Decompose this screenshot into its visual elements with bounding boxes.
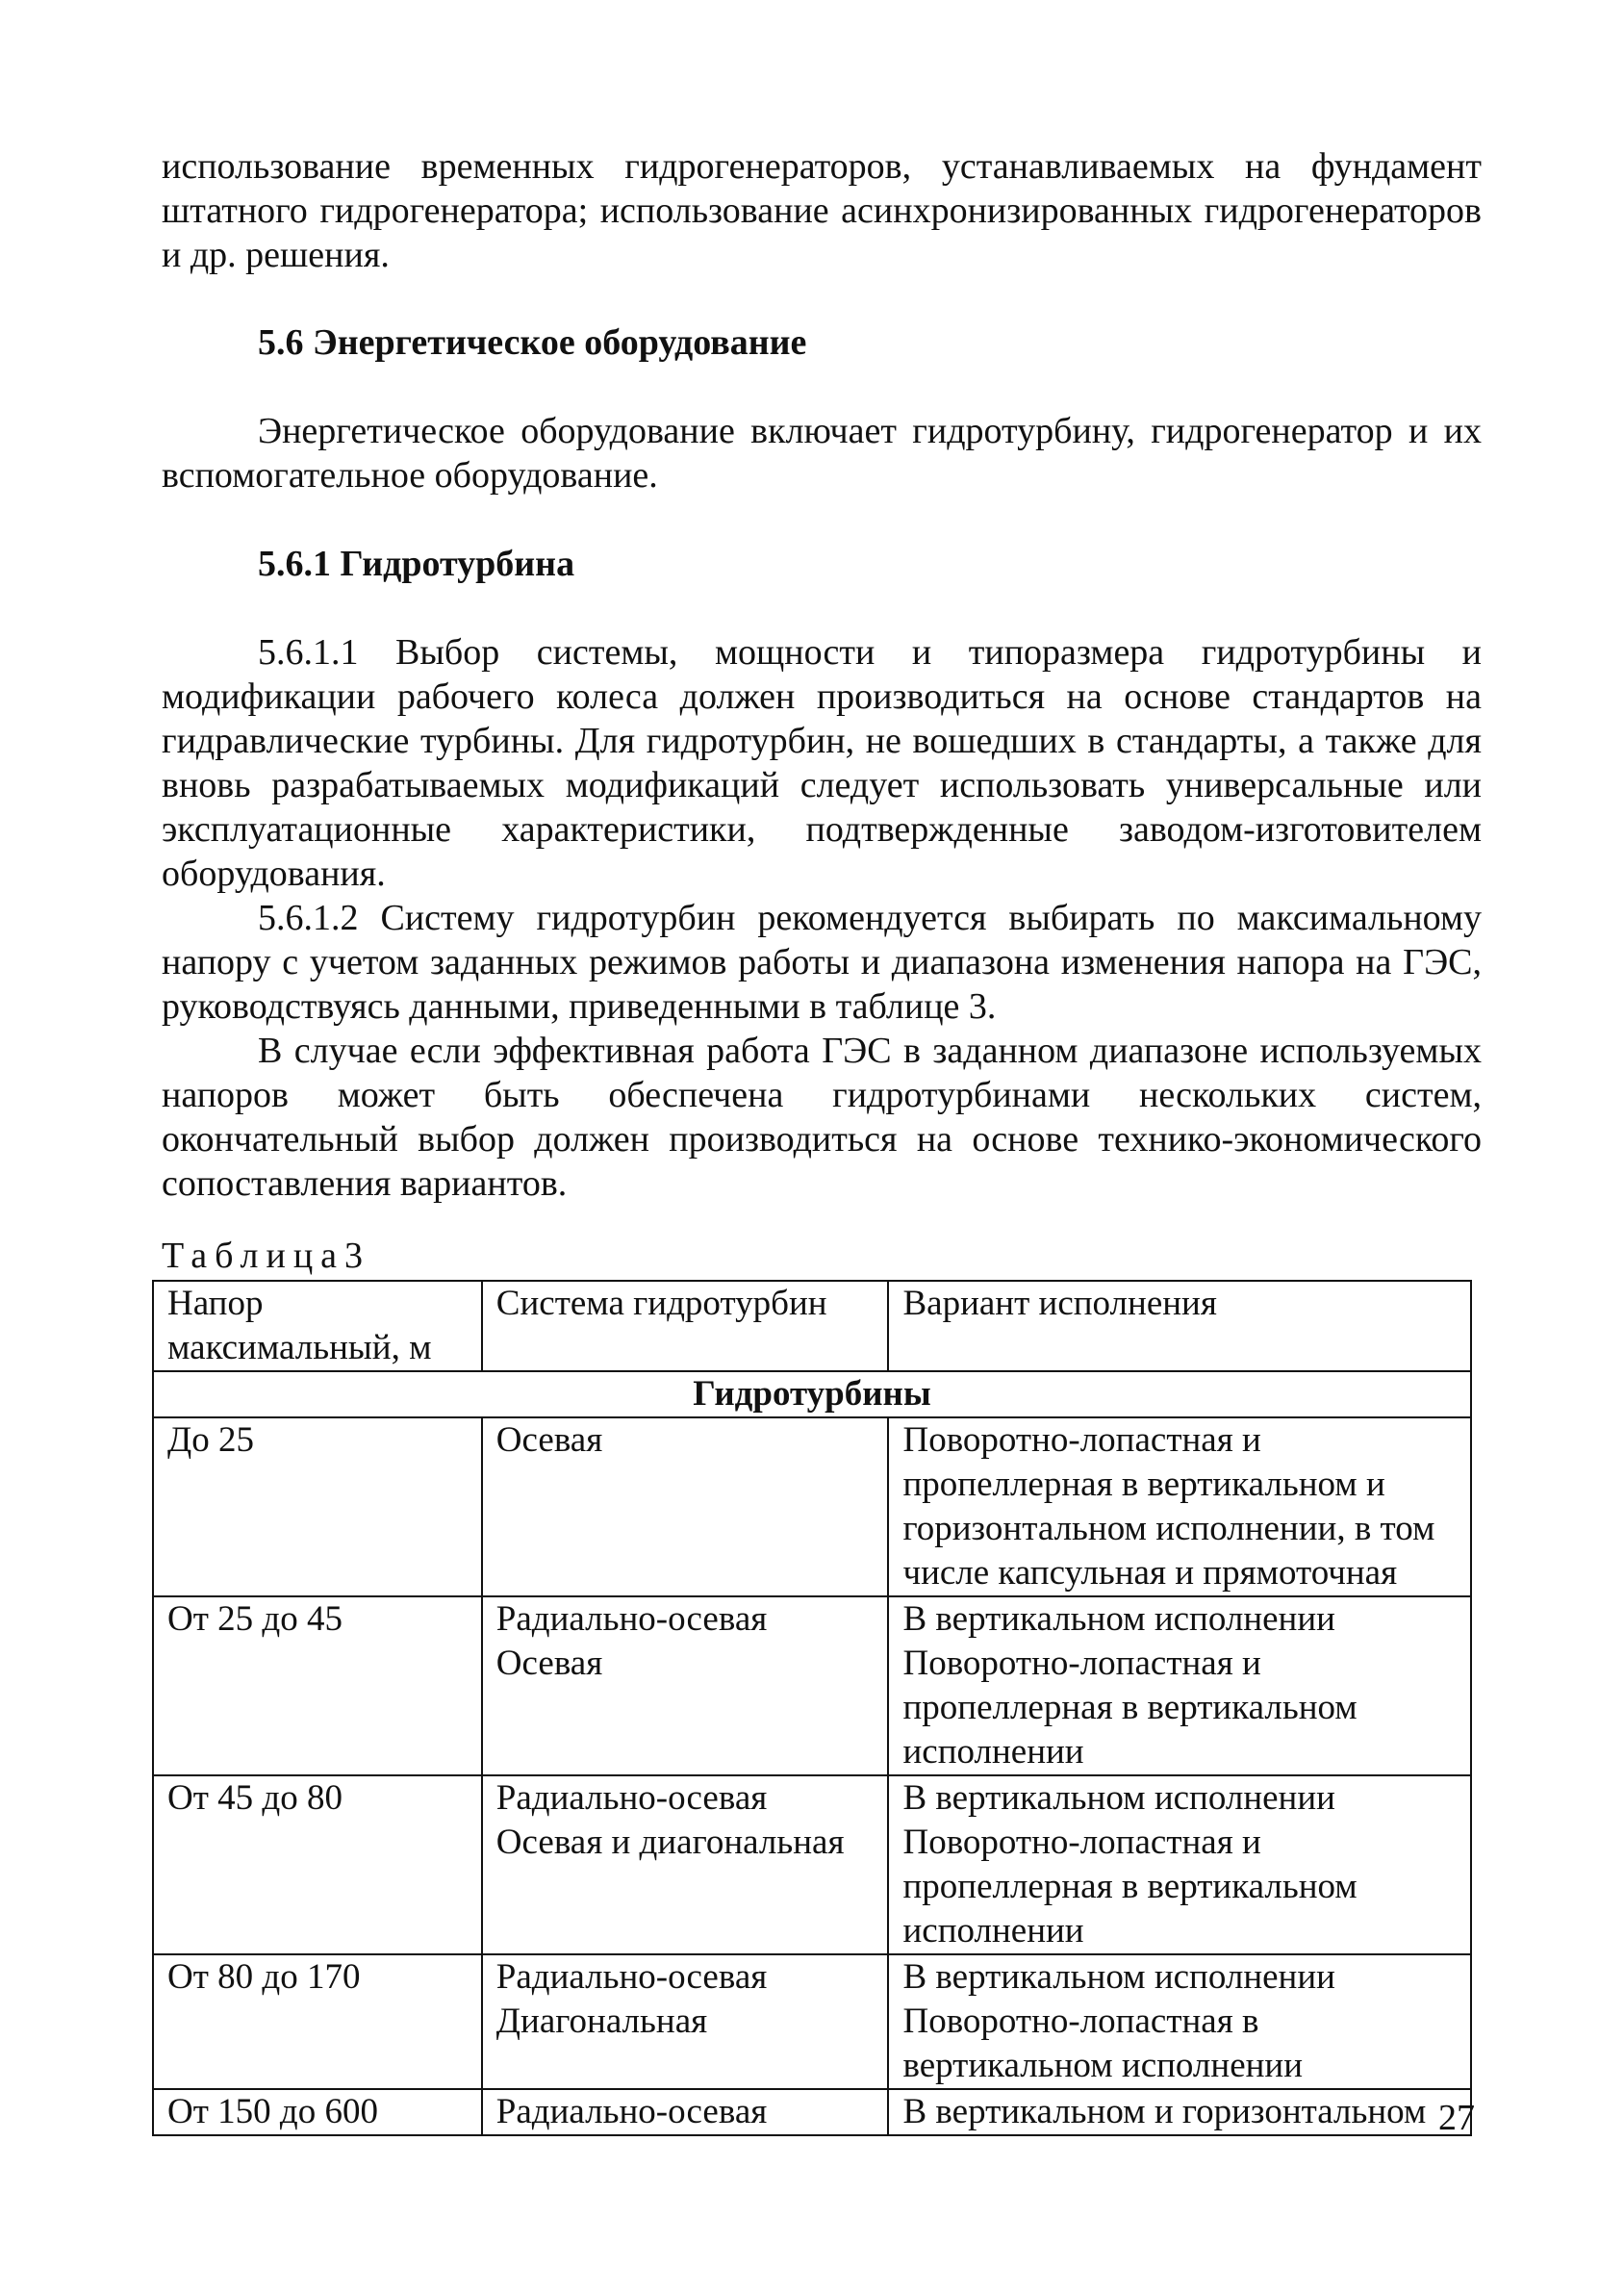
variant-line: В вертикальном исполнении bbox=[902, 1599, 1335, 1639]
intro-paragraph: использование временных гидрогенераторов, устанавливаемых на фундамент штатного гидрогенератора; использование асинхронизированных гидрогенераторов и др. решения. bbox=[162, 146, 1482, 275]
variant-line: В вертикальном исполнении bbox=[902, 1778, 1335, 1818]
section-5-6-paragraph-block bbox=[162, 409, 1482, 497]
cell-max-head: До 25 bbox=[153, 1417, 482, 1596]
section-5-6-heading: 5.6 Энергетическое оборудование bbox=[258, 322, 807, 363]
table-group-row bbox=[153, 1371, 1471, 1417]
turbine-selection-table bbox=[152, 1280, 1472, 2136]
system-line: Радиально-осевая bbox=[495, 1599, 768, 1639]
cell-turbine-system bbox=[482, 1596, 889, 1775]
paragraph-choice-note: В случае если эффективная работа ГЭС в заданном диапазоне используемых напоров может быть обеспечена гидротурбинами нескольких систем, окончательный выбор должен производиться на основе технико-экономического сопоставления вариантов. bbox=[162, 1031, 1482, 1204]
variant-line: Поворотно-лопастная и пропеллерная в вертикальном исполнении bbox=[902, 1823, 1358, 1951]
system-line: Радиально-осевая bbox=[495, 2092, 768, 2131]
group-label-turbines: Гидротурбины bbox=[153, 1371, 1471, 1417]
cell-turbine-system bbox=[482, 1775, 889, 1954]
variant-line: Поворотно-лопастная и пропеллерная в вертикальном исполнении bbox=[902, 1644, 1358, 1772]
table-row bbox=[153, 1954, 1471, 2089]
cell-max-head: От 45 до 80 bbox=[153, 1775, 482, 1954]
variant-line: Поворотно-лопастная и пропеллерная в вертикальном и горизонтальном исполнении, в том числе капсульная и прямоточная bbox=[902, 1420, 1435, 1593]
system-line: Осевая и диагональная bbox=[495, 1823, 845, 1862]
cell-max-head: От 25 до 45 bbox=[153, 1596, 482, 1775]
paragraph-5-6-1-2: 5.6.1.2 Систему гидротурбин рекомендуется выбирать по максимальному напору с учетом заданных режимов работы и диапазона изменения напора на ГЭС, руководствуясь данными, приведенными в таблице 3. bbox=[162, 898, 1482, 1027]
section-5-6-1-body bbox=[162, 630, 1482, 1206]
table-row bbox=[153, 1417, 1471, 1596]
cell-turbine-system bbox=[482, 1954, 889, 2089]
header-design-variant: Вариант исполнения bbox=[888, 1281, 1471, 1371]
header-max-head: Напор максимальный, м bbox=[153, 1281, 482, 1371]
cell-turbine-system bbox=[482, 1417, 889, 1596]
variant-line: В вертикальном и горизонтальном bbox=[902, 2092, 1427, 2131]
cell-max-head: От 150 до 600 bbox=[153, 2089, 482, 2135]
system-line: Осевая bbox=[495, 1420, 603, 1460]
section-5-6-1-heading: 5.6.1 Гидротурбина bbox=[258, 544, 575, 584]
system-line: Диагональная bbox=[495, 2002, 708, 2041]
header-turbine-system: Система гидротурбин bbox=[482, 1281, 889, 1371]
cell-design-variant bbox=[888, 1596, 1471, 1775]
system-line: Осевая bbox=[495, 1644, 603, 1683]
cell-design-variant bbox=[888, 1417, 1471, 1596]
intro-paragraph-block bbox=[162, 144, 1482, 277]
cell-max-head: От 80 до 170 bbox=[153, 1954, 482, 2089]
table-caption: Таблица3 bbox=[162, 1236, 371, 1276]
variant-line: В вертикальном исполнении bbox=[902, 1957, 1335, 1997]
table-row bbox=[153, 1596, 1471, 1775]
paragraph-5-6-1-1: 5.6.1.1 Выбор системы, мощности и типоразмера гидротурбины и модификации рабочего колеса должен производиться на основе стандартов на гидравлические турбины. Для гидротурбин, не вошедших в стандарты, а также для вновь разрабатываемых модификаций следует использовать универсальные или эксплуатационные характеристики, подтвержденные заводом-изготовителем оборудования. bbox=[162, 632, 1482, 894]
variant-line: Поворотно-лопастная в вертикальном исполнении bbox=[902, 2002, 1304, 2085]
system-line: Радиально-осевая bbox=[495, 1957, 768, 1997]
system-line: Радиально-осевая bbox=[495, 1778, 768, 1818]
table-row bbox=[153, 1775, 1471, 1954]
page-number: 27 bbox=[1438, 2098, 1475, 2138]
cell-turbine-system bbox=[482, 2089, 889, 2135]
cell-design-variant bbox=[888, 2089, 1471, 2135]
table-header-row bbox=[153, 1281, 1471, 1371]
cell-design-variant bbox=[888, 1954, 1471, 2089]
cell-design-variant bbox=[888, 1775, 1471, 1954]
section-5-6-paragraph: Энергетическое оборудование включает гидротурбину, гидрогенератор и их вспомогательное оборудование. bbox=[162, 411, 1482, 496]
table-row bbox=[153, 2089, 1471, 2135]
table-body bbox=[153, 1371, 1471, 2135]
